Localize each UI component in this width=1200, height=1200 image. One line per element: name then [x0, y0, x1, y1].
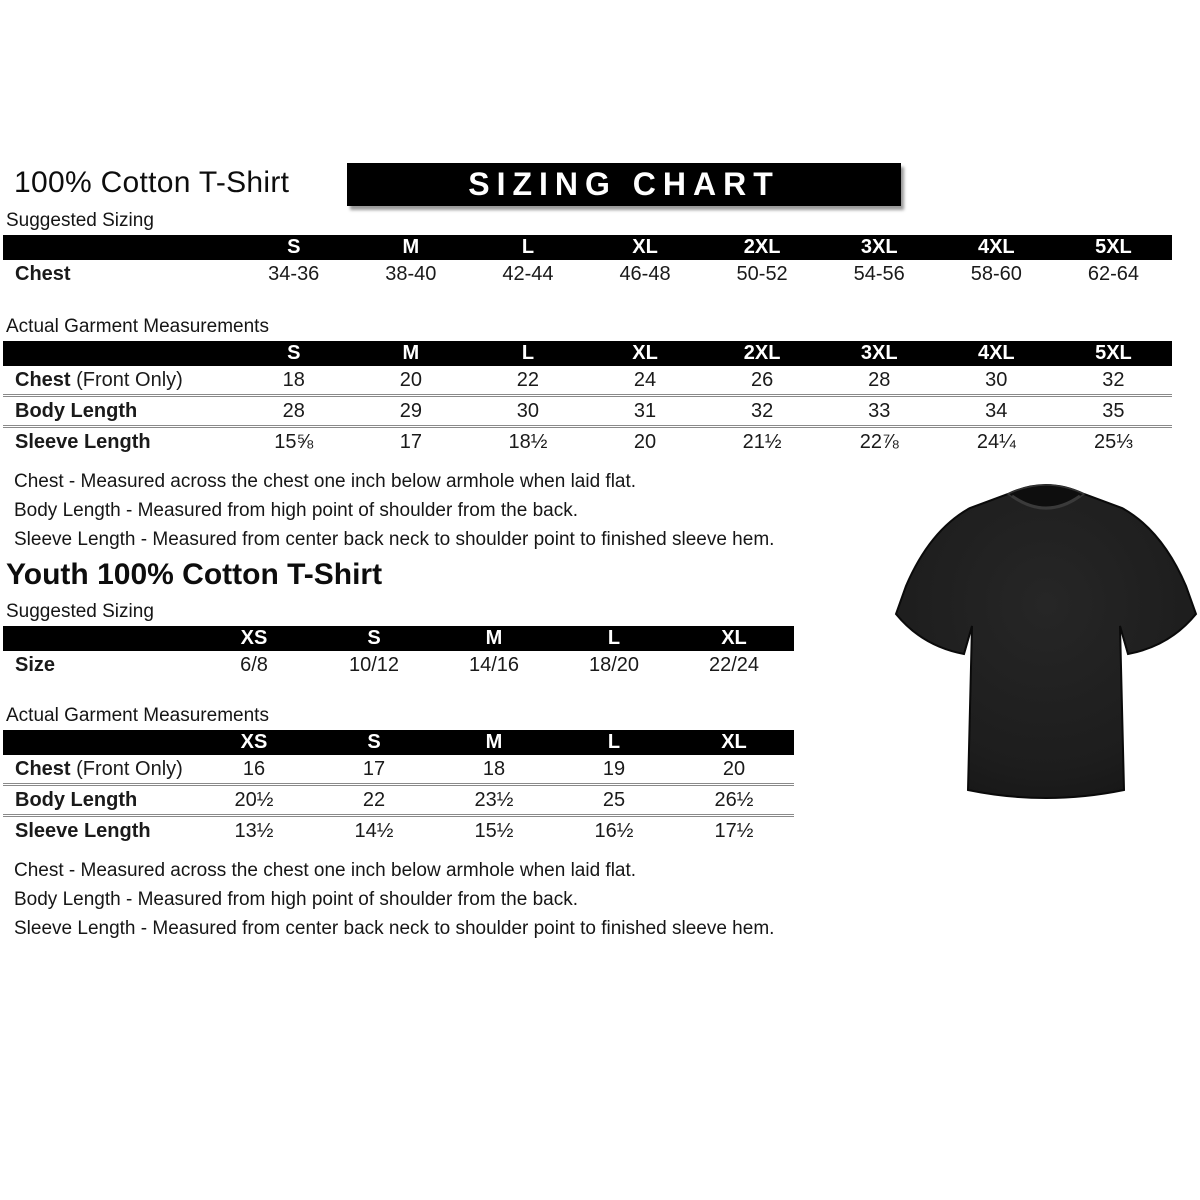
- row-label: Chest: [15, 368, 71, 391]
- measurement-cell: 16½: [594, 819, 634, 842]
- measurement-cell: 25⅓: [1093, 430, 1133, 453]
- measurement-cell: 24¼: [976, 430, 1016, 453]
- size-column-header: XL: [674, 626, 794, 651]
- row-label: Body Length: [15, 788, 138, 811]
- measurement-cell: 20: [674, 755, 794, 785]
- size-column-header: L: [554, 626, 674, 651]
- size-column-header: M: [352, 235, 469, 260]
- empty-header-cell: [3, 626, 194, 651]
- measurement-cell: 26½: [674, 785, 794, 816]
- page-title: 100% Cotton T-Shirt: [14, 166, 290, 199]
- size-column-header: L: [554, 730, 674, 755]
- measurement-cell: 32: [1055, 366, 1172, 396]
- note-chest: Chest - Measured across the chest one inch below armhole when laid flat.: [14, 471, 637, 492]
- adult-actual-measurements-label: Actual Garment Measurements: [6, 316, 269, 337]
- row-label: Chest: [15, 262, 71, 285]
- adult-suggested-sizing-table: [3, 235, 1172, 288]
- youth-actual-measurements-table: [3, 730, 794, 845]
- size-column-header: XS: [194, 626, 314, 651]
- size-column-header: 5XL: [1055, 341, 1172, 366]
- measurement-cell: 35: [1055, 396, 1172, 427]
- measurement-cell: 19: [554, 755, 674, 785]
- size-column-header: 2XL: [704, 341, 821, 366]
- measurement-cell: 15⅝: [274, 430, 314, 453]
- note-chest: Chest - Measured across the chest one inch below armhole when laid flat.: [14, 860, 637, 881]
- measurement-cell: 32: [704, 396, 821, 427]
- adult-actual-measurements-table: [3, 341, 1172, 456]
- adult-suggested-sizing-label: Suggested Sizing: [6, 210, 154, 231]
- table-row-chest: [3, 260, 1172, 288]
- row-label: Sleeve Length: [15, 819, 151, 842]
- table-row-size: [3, 651, 794, 679]
- row-label-suffix: (Front Only): [70, 757, 183, 780]
- note-body-length: Body Length - Measured from high point of shoulder from the back.: [14, 889, 578, 910]
- youth-suggested-sizing-table: [3, 626, 794, 679]
- table-row-chest-front-only: [3, 755, 794, 785]
- size-column-header: M: [434, 730, 554, 755]
- size-column-header: 3XL: [821, 341, 938, 366]
- measurement-cell: 62-64: [1087, 262, 1139, 285]
- measurement-cell: 38-40: [385, 262, 437, 285]
- measurement-cell: 31: [586, 396, 703, 427]
- size-column-header: S: [235, 341, 352, 366]
- measurement-cell: 28: [235, 396, 352, 427]
- row-label: Size: [15, 653, 56, 676]
- empty-header-cell: [3, 730, 194, 755]
- note-sleeve-length: Sleeve Length - Measured from center back neck to shoulder point to finished sleeve hem.: [14, 918, 775, 939]
- measurement-cell: 17½: [714, 819, 754, 842]
- size-column-header: XL: [674, 730, 794, 755]
- size-header-row: [3, 235, 1172, 260]
- measurement-cell: 25: [554, 785, 674, 816]
- row-label: Chest: [15, 757, 71, 780]
- table-row-sleeve-length: [3, 427, 1172, 457]
- measurement-cell: 22: [469, 366, 586, 396]
- measurement-cell: 18: [434, 755, 554, 785]
- measurement-cell: 20½: [194, 785, 314, 816]
- size-column-header: XL: [586, 235, 703, 260]
- measurement-cell: 33: [821, 396, 938, 427]
- measurement-cell: 23½: [434, 785, 554, 816]
- size-column-header: S: [314, 626, 434, 651]
- measurement-cell: 22⅞: [859, 430, 899, 453]
- black-tshirt-image: [890, 468, 1200, 818]
- measurement-cell: 6/8: [240, 653, 268, 676]
- sizing-chart-banner: SIZING CHART: [347, 163, 901, 206]
- youth-actual-measurements-label: Actual Garment Measurements: [6, 705, 269, 726]
- size-header-row: [3, 341, 1172, 366]
- youth-measurement-notes: [14, 860, 1200, 940]
- tshirt-body-shape: [896, 485, 1196, 798]
- size-column-header: S: [235, 235, 352, 260]
- measurement-cell: 18: [235, 366, 352, 396]
- measurement-cell: 21½: [742, 430, 782, 453]
- measurement-cell: 24: [586, 366, 703, 396]
- measurement-cell: 10/12: [348, 653, 400, 676]
- size-column-header: S: [314, 730, 434, 755]
- size-column-header: 4XL: [938, 235, 1055, 260]
- size-column-header: XS: [194, 730, 314, 755]
- note-body-length: Body Length - Measured from high point of shoulder from the back.: [14, 500, 578, 521]
- empty-header-cell: [3, 341, 235, 366]
- size-header-row: [3, 626, 794, 651]
- table-row-body-length: [3, 396, 1172, 427]
- size-column-header: L: [469, 235, 586, 260]
- measurement-cell: 17: [314, 755, 434, 785]
- measurement-cell: 17: [399, 430, 422, 453]
- measurement-cell: 26: [704, 366, 821, 396]
- row-label: Body Length: [15, 399, 138, 422]
- measurement-cell: 20: [633, 430, 657, 453]
- measurement-cell: 18/20: [588, 653, 640, 676]
- measurement-cell: 22: [314, 785, 434, 816]
- measurement-cell: 18½: [508, 430, 548, 453]
- measurement-cell: 13½: [234, 819, 274, 842]
- size-column-header: 3XL: [821, 235, 938, 260]
- size-column-header: XL: [586, 341, 703, 366]
- size-column-header: 4XL: [938, 341, 1055, 366]
- measurement-cell: 58-60: [970, 262, 1022, 285]
- measurement-cell: 42-44: [502, 262, 554, 285]
- measurement-cell: 28: [821, 366, 938, 396]
- measurement-cell: 20: [352, 366, 469, 396]
- measurement-cell: 16: [194, 755, 314, 785]
- size-header-row: [3, 730, 794, 755]
- size-column-header: 5XL: [1055, 235, 1172, 260]
- measurement-cell: 14½: [354, 819, 394, 842]
- table-row-body-length: [3, 785, 794, 816]
- measurement-cell: 46-48: [619, 262, 671, 285]
- table-row-sleeve-length: [3, 816, 794, 846]
- row-label-suffix: (Front Only): [70, 368, 183, 391]
- measurement-cell: 30: [469, 396, 586, 427]
- empty-header-cell: [3, 235, 235, 260]
- measurement-cell: 50-52: [736, 262, 788, 285]
- table-row-chest-front-only: [3, 366, 1172, 396]
- note-sleeve-length: Sleeve Length - Measured from center back neck to shoulder point to finished sleeve hem.: [14, 529, 775, 550]
- youth-section-title: Youth 100% Cotton T-Shirt: [6, 558, 383, 591]
- measurement-cell: 22/24: [708, 653, 760, 676]
- measurement-cell: 34-36: [268, 262, 320, 285]
- measurement-cell: 15½: [474, 819, 514, 842]
- measurement-cell: 14/16: [468, 653, 520, 676]
- measurement-cell: 54-56: [853, 262, 905, 285]
- measurement-cell: 30: [938, 366, 1055, 396]
- measurement-cell: 34: [938, 396, 1055, 427]
- measurement-cell: 29: [352, 396, 469, 427]
- youth-suggested-sizing-label: Suggested Sizing: [6, 601, 154, 622]
- size-column-header: 2XL: [704, 235, 821, 260]
- size-column-header: M: [434, 626, 554, 651]
- size-column-header: L: [469, 341, 586, 366]
- size-column-header: M: [352, 341, 469, 366]
- row-label: Sleeve Length: [15, 430, 151, 453]
